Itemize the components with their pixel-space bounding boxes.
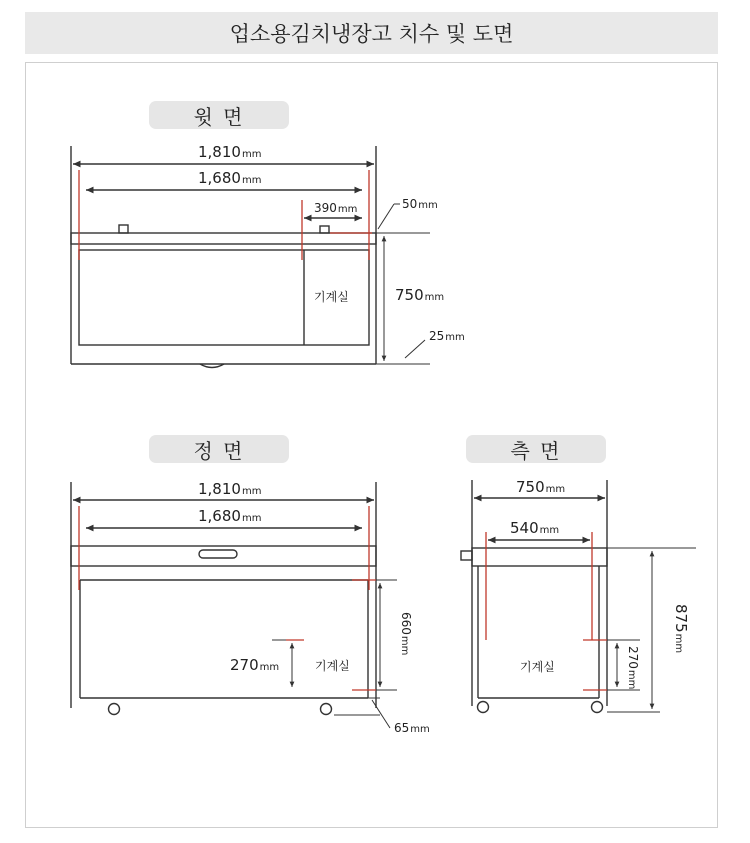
top-total-width: 1,810mm [198, 143, 262, 161]
front-inner-width: 1,680mm [198, 507, 262, 525]
front-handle [199, 550, 237, 558]
top-hinge-left [119, 225, 128, 233]
page-title: 업소용김치냉장고 치수 및 도면 [25, 12, 718, 54]
top-bottom-offset: 25mm [429, 329, 465, 343]
front-lid [71, 546, 376, 566]
side-machine-room-label: 기계실 [520, 660, 555, 674]
front-caster-height: 65mm [394, 721, 430, 735]
side-machine-height: 270mm [626, 646, 640, 690]
side-view-drawing [461, 480, 696, 713]
front-view-label: 정 면 [149, 435, 289, 463]
top-lid [71, 233, 376, 244]
side-total-depth: 750mm [516, 478, 566, 496]
top-machine-width: 390mm [314, 201, 358, 215]
top-leader-50 [378, 204, 394, 229]
front-caster-right [321, 704, 332, 715]
front-caster-left [109, 704, 120, 715]
side-inner-depth: 540mm [510, 519, 560, 537]
front-machine-room-label: 기계실 [315, 659, 350, 673]
top-view-label: 윗 면 [149, 101, 289, 129]
front-machine-height: 270mm [230, 656, 280, 674]
side-handle [461, 551, 472, 560]
front-total-width: 1,810mm [198, 480, 262, 498]
side-caster-left [478, 702, 489, 713]
side-caster-right [592, 702, 603, 713]
front-leader-65 [372, 700, 390, 728]
top-leader-25 [405, 340, 425, 358]
top-machine-room-label: 기계실 [314, 290, 349, 304]
top-lid-offset: 50mm [402, 197, 438, 211]
side-view-label: 측 면 [466, 435, 606, 463]
top-depth: 750mm [395, 286, 445, 304]
top-inner-width: 1,680mm [198, 169, 262, 187]
side-total-height: 875mm [672, 604, 690, 654]
front-body-height: 660mm [399, 612, 413, 656]
top-hinge-right [320, 226, 329, 233]
side-lid [472, 548, 607, 566]
